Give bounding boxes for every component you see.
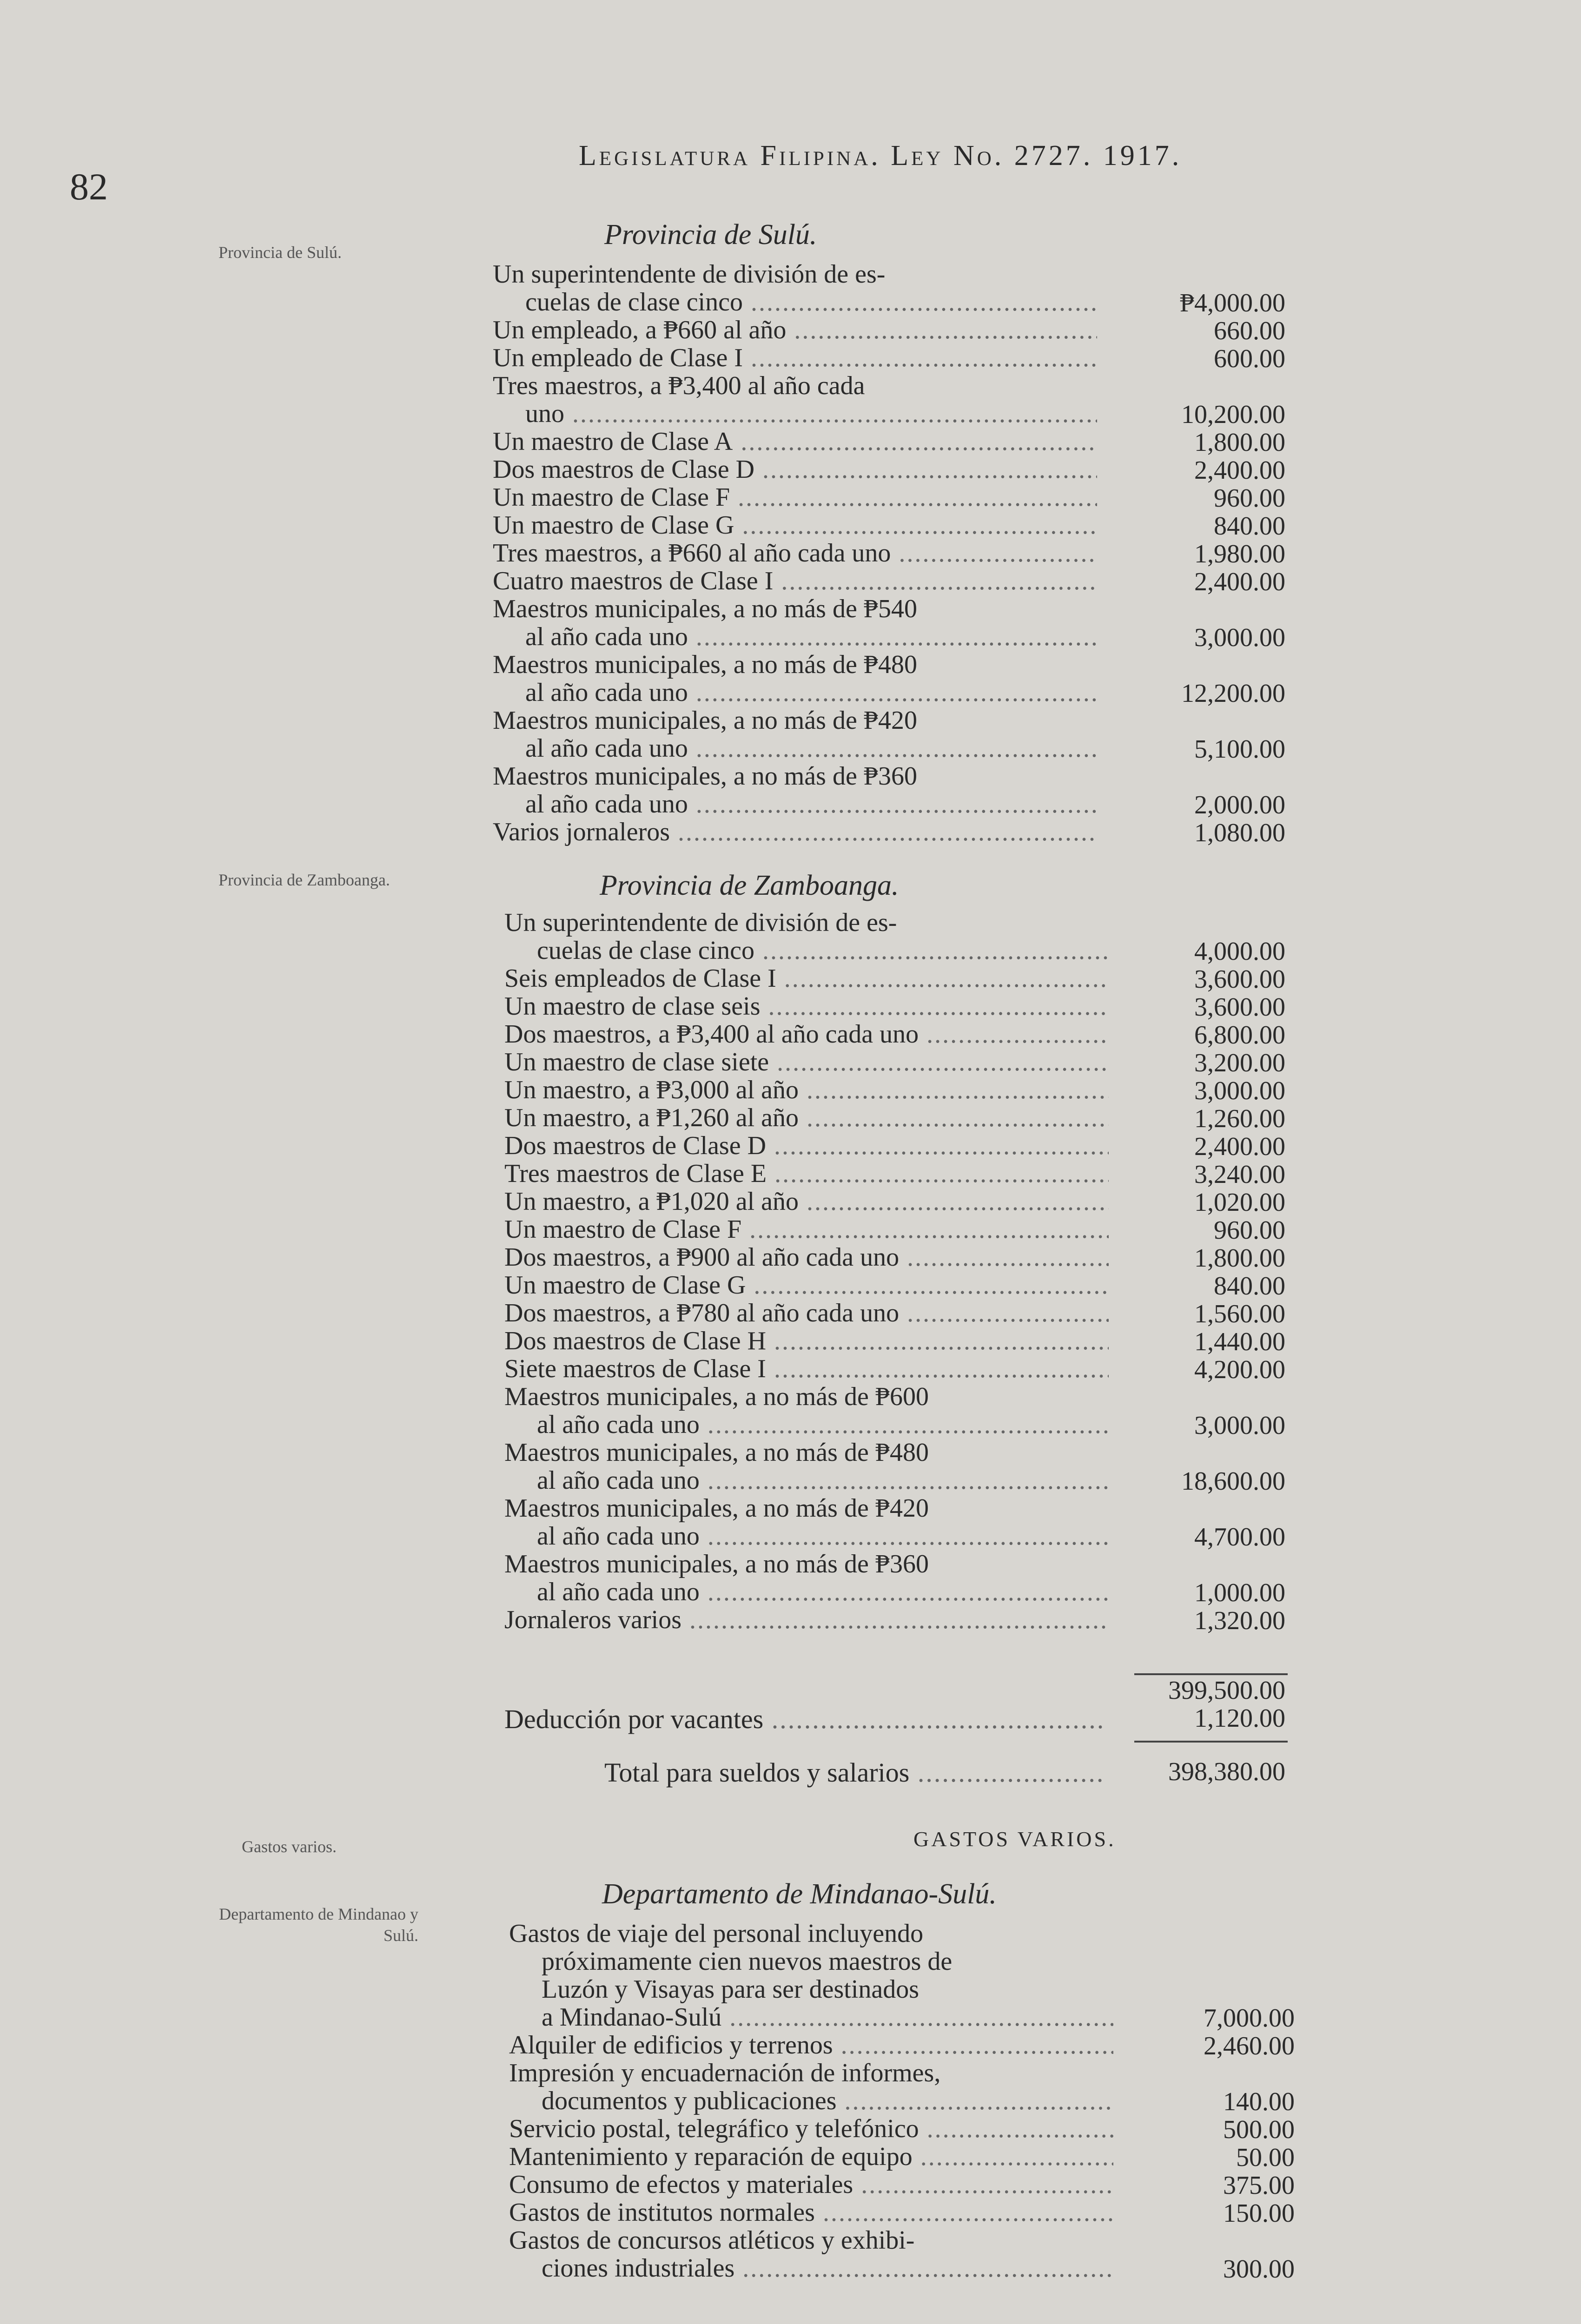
line-item: [493, 595, 1097, 651]
line-item-label: Tres maestros de Clase E .....: [504, 1160, 1109, 1188]
running-head: Legislatura Filipina. Ley No. 2727. 1917.: [579, 140, 1182, 172]
line-item-amount: 1,080.00: [1194, 819, 1285, 847]
line-item-amount: 3,000.00: [1194, 1076, 1285, 1105]
expense-item: [509, 2171, 1113, 2199]
deduction-label: Deducción por vacantes .....: [504, 1703, 1104, 1735]
line-item-label: Un empleado, a ₱660 al año .....: [493, 316, 1097, 344]
line-item: [504, 1020, 1109, 1048]
line-item: [504, 1132, 1109, 1160]
expense-item-amount: 7,000.00: [1204, 2004, 1295, 2033]
line-item-label-cont: al año cada uno .....: [493, 679, 1097, 706]
expense-item-label: a Mindanao-Sulú .....: [509, 2003, 1113, 2031]
line-item: [504, 1606, 1109, 1634]
line-item: [504, 1271, 1109, 1299]
expense-item: [509, 2059, 1113, 2115]
line-item-amount: 1,440.00: [1194, 1327, 1285, 1356]
line-item-label-cont: cuelas de clase cinco .....: [493, 288, 1097, 316]
line-item-label: Dos maestros de Clase D .....: [504, 1132, 1109, 1160]
line-item-amount: 1,000.00: [1194, 1578, 1285, 1607]
margin-note-zamboanga: Provincia de Zamboanga.: [218, 871, 390, 889]
line-item-label-cont: cuelas de clase cinco .....: [504, 937, 1109, 964]
expense-item-label: Alquiler de edificios y terrenos .....: [509, 2031, 1113, 2059]
line-item: [493, 344, 1097, 372]
line-item-amount: 3,200.00: [1194, 1049, 1285, 1077]
line-item-label-cont: al año cada uno .....: [504, 1578, 1109, 1606]
line-item: [493, 511, 1097, 539]
line-item-amount: 1,800.00: [1194, 428, 1285, 457]
expense-item: [509, 1920, 1113, 2031]
expense-item-amount: 140.00: [1223, 2087, 1295, 2116]
line-item-label: Un maestro de Clase F .....: [493, 483, 1097, 511]
line-item-label-cont: al año cada uno .....: [504, 1522, 1109, 1550]
line-item-amount: 10,200.00: [1181, 400, 1285, 429]
line-item-amount: 3,000.00: [1194, 1411, 1285, 1440]
line-item-amount: 3,240.00: [1194, 1160, 1285, 1189]
line-item-amount: 3,000.00: [1194, 623, 1285, 652]
line-item-label: Un maestro de Clase G .....: [493, 511, 1097, 539]
line-item-label: Un maestro de clase seis .....: [504, 992, 1109, 1020]
line-item-label: Seis empleados de Clase I .....: [504, 964, 1109, 992]
margin-note-gastos: Gastos varios.: [242, 1837, 337, 1856]
line-item-amount: 1,800.00: [1194, 1244, 1285, 1273]
line-item-label: Maestros municipales, a no más de ₱420: [504, 1494, 929, 1522]
subtotal-amount: 399,500.00: [1168, 1676, 1285, 1705]
line-item: [493, 456, 1097, 483]
line-item-label: Maestros municipales, a no más de ₱540: [493, 595, 917, 623]
line-item: [504, 1355, 1109, 1383]
line-item: [504, 1327, 1109, 1355]
expense-item-label: próximamente cien nuevos maestros de: [542, 1948, 953, 1975]
line-item: [493, 762, 1097, 818]
line-item-label: Dos maestros de Clase H .....: [504, 1327, 1109, 1355]
line-item: [493, 372, 1097, 428]
line-item-amount: 1,980.00: [1194, 540, 1285, 568]
expense-item-amount: 300.00: [1223, 2255, 1295, 2284]
expense-item-amount: 150.00: [1223, 2199, 1295, 2228]
line-item-label-cont: uno .....: [493, 400, 1097, 428]
line-item-amount: 1,560.00: [1194, 1300, 1285, 1328]
line-item-label: Un maestro de Clase G .....: [504, 1271, 1109, 1299]
line-item: [504, 992, 1109, 1020]
line-item: [493, 260, 1097, 316]
line-item-amount: 6,800.00: [1194, 1021, 1285, 1050]
line-item-amount: 2,400.00: [1194, 1132, 1285, 1161]
page-number: 82: [70, 165, 108, 208]
expense-item-label: Luzón y Visayas para ser destinados: [542, 1975, 919, 2003]
line-item: [493, 567, 1097, 595]
line-item: [504, 1494, 1109, 1550]
line-item-amount: 840.00: [1214, 512, 1285, 541]
line-item: [493, 539, 1097, 567]
line-item-label: Dos maestros, a ₱3,400 al año cada uno .....: [504, 1020, 1109, 1048]
line-item-label: Un maestro de Clase F .....: [504, 1215, 1109, 1243]
line-item: [504, 1439, 1109, 1494]
line-item-label-cont: al año cada uno .....: [504, 1411, 1109, 1439]
expense-item: [509, 2143, 1113, 2171]
line-item: [504, 1160, 1109, 1188]
line-item-amount: 960.00: [1214, 484, 1285, 513]
line-item-amount: 4,700.00: [1194, 1523, 1285, 1552]
total-label: Total para sueldos y salarios .....: [604, 1757, 1106, 1788]
section-title-mindanao: Departamento de Mindanao-Sulú.: [602, 1878, 997, 1910]
line-item-amount: 2,400.00: [1194, 568, 1285, 596]
line-item-label-cont: al año cada uno .....: [493, 790, 1097, 818]
line-item: [493, 651, 1097, 706]
subtotal-rule: [1134, 1673, 1288, 1675]
line-item-label: Un maestro, a ₱1,020 al año .....: [504, 1188, 1109, 1215]
expense-item-amount: 2,460.00: [1204, 2032, 1295, 2060]
line-item-label: Dos maestros, a ₱780 al año cada uno .....: [504, 1299, 1109, 1327]
line-item-label: Tres maestros, a ₱660 al año cada uno .....: [493, 539, 1097, 567]
line-item: [504, 1550, 1109, 1606]
line-item: [504, 1383, 1109, 1439]
expense-item-label: Mantenimiento y reparación de equipo .....: [509, 2143, 1113, 2171]
expense-item-label: Gastos de concursos atléticos y exhibi-: [509, 2226, 915, 2254]
line-item-amount: 1,020.00: [1194, 1188, 1285, 1217]
line-item-amount: 3,600.00: [1194, 993, 1285, 1022]
line-item: [493, 483, 1097, 511]
line-item-amount: 18,600.00: [1181, 1467, 1285, 1496]
line-item-amount: 2,400.00: [1194, 456, 1285, 485]
section-title-zamboanga: Provincia de Zamboanga.: [600, 870, 899, 901]
line-item: [504, 1104, 1109, 1132]
total-amount: 398,380.00: [1168, 1757, 1285, 1786]
line-item: [504, 964, 1109, 992]
line-item: [493, 818, 1097, 846]
expense-item-label: Consumo de efectos y materiales .....: [509, 2171, 1113, 2199]
line-item-label: Un maestro, a ₱3,000 al año .....: [504, 1076, 1109, 1104]
deduction-amount: 1,120.00: [1194, 1704, 1285, 1733]
line-item-label: Un superintendente de división de es-: [504, 909, 897, 937]
line-item-label: Varios jornaleros .....: [493, 818, 1097, 846]
line-item: [504, 1048, 1109, 1076]
line-item-label: Maestros municipales, a no más de ₱480: [504, 1439, 929, 1466]
line-item-label-cont: al año cada uno .....: [493, 623, 1097, 651]
line-item-label: Maestros municipales, a no más de ₱600: [504, 1383, 929, 1411]
line-item-label: Maestros municipales, a no más de ₱360: [493, 762, 917, 790]
line-item-label: Tres maestros, a ₱3,400 al año cada: [493, 372, 865, 400]
line-item-amount: 2,000.00: [1194, 791, 1285, 819]
line-item-amount: 960.00: [1214, 1216, 1285, 1245]
line-item-label: Maestros municipales, a no más de ₱420: [493, 706, 917, 734]
line-item-label: Siete maestros de Clase I .....: [504, 1355, 1109, 1383]
expense-item-label: Impresión y encuadernación de informes,: [509, 2059, 941, 2087]
expense-item-label: Gastos de viaje del personal incluyendo: [509, 1920, 924, 1948]
line-item-label: Dos maestros, a ₱900 al año cada uno .....: [504, 1243, 1109, 1271]
expense-item-label: documentos y publicaciones .....: [509, 2087, 1113, 2115]
margin-note-mindanao: Departamento de Mindanao y Sulú.: [219, 1905, 418, 1945]
expense-item-label: Servicio postal, telegráfico y telefónico .....: [509, 2115, 1113, 2143]
line-item-label: Cuatro maestros de Clase I .....: [493, 567, 1097, 595]
section-title-sulu: Provincia de Sulú.: [604, 219, 817, 251]
line-item: [493, 706, 1097, 762]
expense-item: [509, 2115, 1113, 2143]
total-rule: [1134, 1741, 1288, 1743]
expense-item-amount: 50.00: [1236, 2143, 1295, 2172]
line-item: [504, 1076, 1109, 1104]
line-item-amount: 1,260.00: [1194, 1104, 1285, 1133]
expense-item-amount: 500.00: [1223, 2115, 1295, 2144]
line-item-amount: 5,100.00: [1194, 735, 1285, 764]
expense-item: [509, 2226, 1113, 2282]
line-item: [493, 428, 1097, 456]
line-item: [504, 1299, 1109, 1327]
line-item-amount: 600.00: [1214, 344, 1285, 373]
line-item-label: Un maestro, a ₱1,260 al año .....: [504, 1104, 1109, 1132]
line-item-label: Un maestro de clase siete .....: [504, 1048, 1109, 1076]
line-item-amount: 12,200.00: [1181, 679, 1285, 708]
expense-item: [509, 2031, 1113, 2059]
line-item: [504, 1188, 1109, 1215]
gastos-title: GASTOS VARIOS.: [913, 1827, 1116, 1851]
line-item-label: Maestros municipales, a no más de ₱480: [493, 651, 917, 679]
line-item: [504, 1215, 1109, 1243]
line-item-label-cont: al año cada uno .....: [504, 1466, 1109, 1494]
line-item-label: Maestros municipales, a no más de ₱360: [504, 1550, 929, 1578]
line-item-amount: 4,000.00: [1194, 937, 1285, 966]
line-item: [504, 909, 1109, 964]
line-item-amount: ₱4,000.00: [1179, 289, 1285, 317]
line-item-label: Dos maestros de Clase D .....: [493, 456, 1097, 483]
expense-item-label: ciones industriales .....: [509, 2254, 1113, 2282]
line-item-amount: 660.00: [1214, 317, 1285, 345]
expense-item-amount: 375.00: [1223, 2171, 1295, 2200]
line-item-label: Jornaleros varios .....: [504, 1606, 1109, 1634]
line-item-amount: 840.00: [1214, 1272, 1285, 1301]
expense-item: [509, 2199, 1113, 2226]
line-item-label: Un empleado de Clase I .....: [493, 344, 1097, 372]
expense-item-label: Gastos de institutos normales .....: [509, 2199, 1113, 2226]
line-item: [493, 316, 1097, 344]
margin-note-sulu: Provincia de Sulú.: [218, 243, 342, 262]
line-item-amount: 3,600.00: [1194, 965, 1285, 994]
line-item-label: Un maestro de Clase A .....: [493, 428, 1097, 456]
line-item-amount: 4,200.00: [1194, 1355, 1285, 1384]
line-item-label: Un superintendente de división de es-: [493, 260, 886, 288]
line-item: [504, 1243, 1109, 1271]
line-item-amount: 1,320.00: [1194, 1606, 1285, 1635]
line-item-label-cont: al año cada uno .....: [493, 734, 1097, 762]
